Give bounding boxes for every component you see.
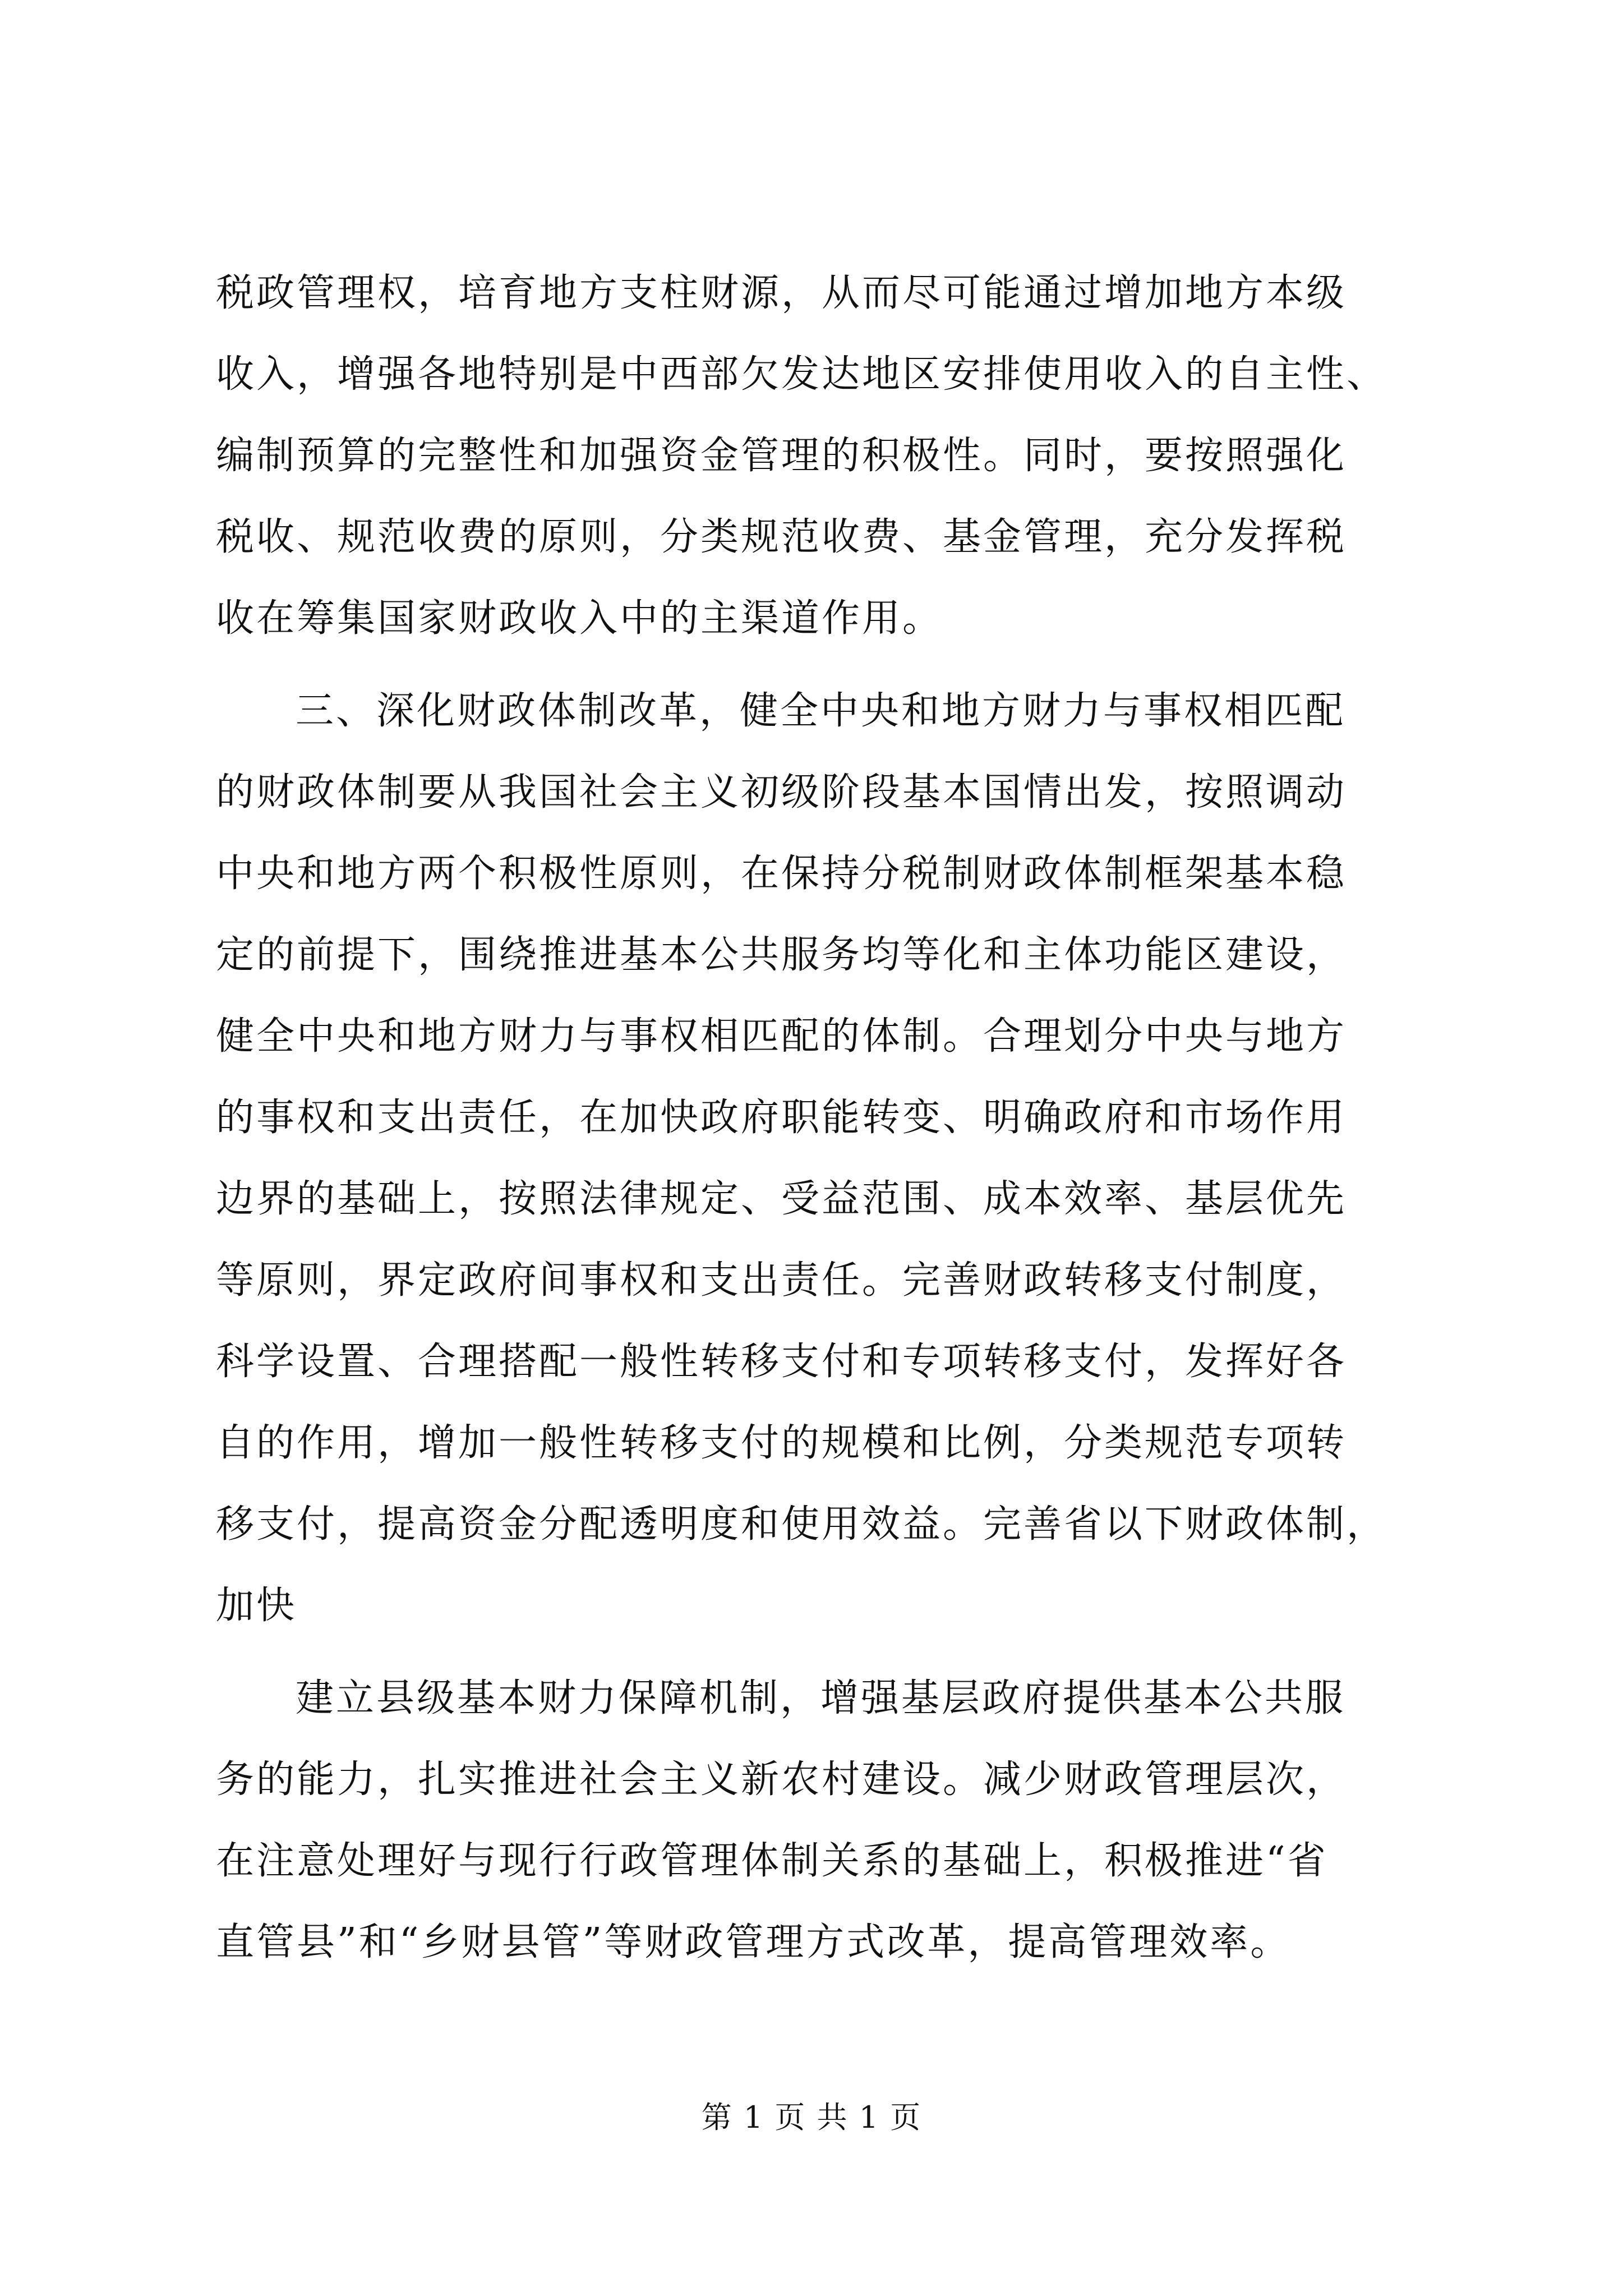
text-line: 科学设置、合理搭配一般性转移支付和专项转移支付，发挥好各	[216, 1340, 1347, 1384]
body-text	[216, 252, 1430, 1983]
page-number-footer: 第 1 页 共 1 页	[701, 2100, 922, 2135]
text-line: 加快	[216, 1584, 297, 1628]
text-line: 健全中央和地方财力与事权相匹配的体制。合理划分中央与地方	[216, 1014, 1347, 1059]
text-line: 的事权和支出责任，在加快政府职能转变、明确政府和市场作用	[216, 1096, 1347, 1140]
text-line: 的财政体制要从我国社会主义初级阶段基本国情出发，按照调动	[216, 770, 1347, 815]
text-line: 等原则，界定政府间事权和支出责任。完善财政转移支付制度，	[216, 1258, 1347, 1303]
text-line: 编制预算的完整性和加强资金管理的积极性。同时，要按照强化	[216, 434, 1347, 478]
text-line: 定的前提下，围绕推进基本公共服务均等化和主体功能区建设，	[216, 933, 1347, 977]
text-line: 直管县”和“乡财县管”等财政管理方式改革，提高管理效率。	[216, 1920, 1291, 1964]
text-line: 务的能力，扎实推进社会主义新农村建设。减少财政管理层次，	[216, 1757, 1347, 1802]
text-line: 在注意处理好与现行行政管理体制关系的基础上，积极推进“省	[216, 1839, 1328, 1883]
text-line: 边界的基础上，按照法律规定、受益范围、成本效率、基层优先	[216, 1177, 1347, 1221]
paragraph-start-line: 建立县级基本财力保障机制，增强基层政府提供基本公共服	[296, 1676, 1346, 1720]
text-line: 移支付，提高资金分配透明度和使用效益。完善省以下财政体制，	[216, 1502, 1387, 1547]
text-line: 税收、规范收费的原则，分类规范收费、基金管理，充分发挥税	[216, 515, 1347, 559]
section-heading-line: 三、深化财政体制改革，健全中央和地方财力与事权相匹配	[296, 689, 1346, 733]
text-line: 收在筹集国家财政收入中的主渠道作用。	[216, 596, 943, 641]
text-line: 税政管理权，培育地方支柱财源，从而尽可能通过增加地方本级	[216, 271, 1347, 315]
text-line: 自的作用，增加一般性转移支付的规模和比例，分类规范专项转	[216, 1421, 1347, 1465]
text-line: 中央和地方两个积极性原则，在保持分税制财政体制框架基本稳	[216, 852, 1347, 896]
text-line: 收入，增强各地特别是中西部欠发达地区安排使用收入的自主性、	[216, 352, 1387, 397]
